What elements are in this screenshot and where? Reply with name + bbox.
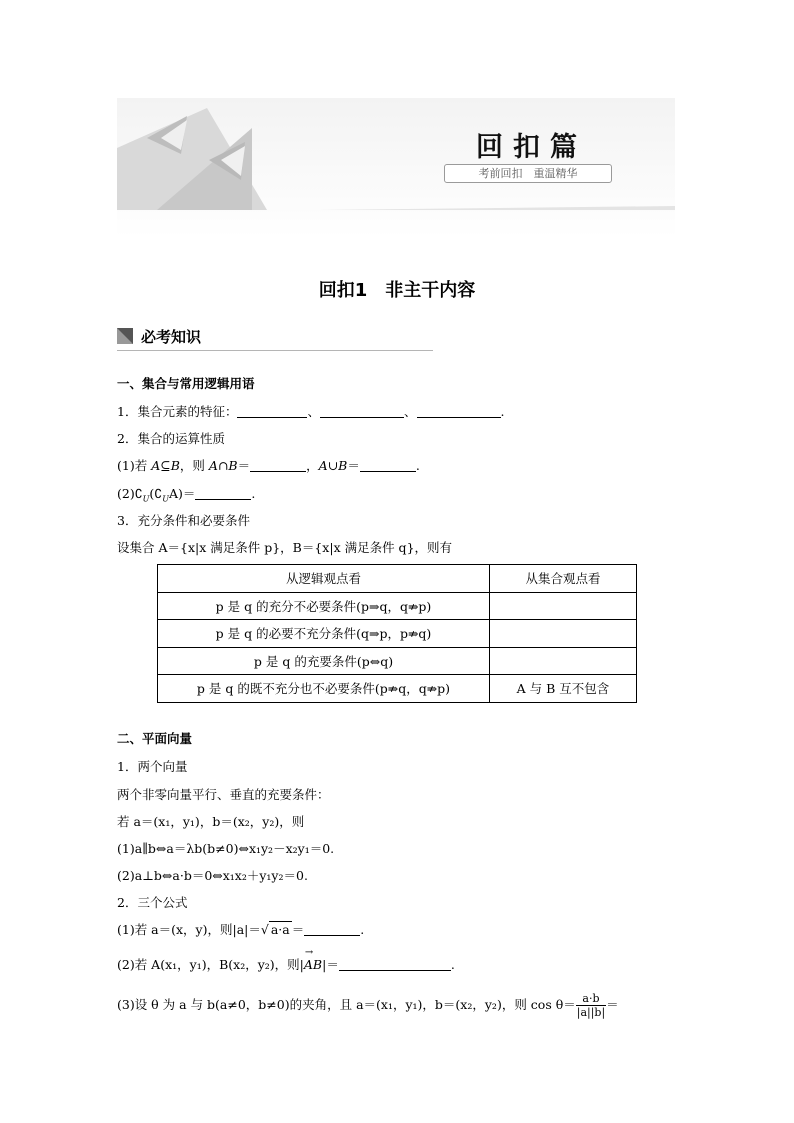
- formula-complement: $(2)∁_U(∁_UA)=$ .: [117, 486, 256, 504]
- formula-distance: (2)若 A(x₁，y₁)，B(x₂，y₂)，则| → AB|＝ .: [117, 947, 455, 972]
- blank: [195, 486, 251, 500]
- blank: [304, 922, 360, 936]
- table-cell: [490, 620, 637, 648]
- blank: [339, 957, 451, 971]
- page-title: 回扣1 非主干内容: [318, 280, 476, 301]
- blank: [250, 458, 306, 472]
- item-set-operations: 2．集合的运算性质: [117, 431, 225, 446]
- vector-condition-desc: 两个非零向量平行、垂直的充要条件：: [117, 787, 330, 802]
- vector-given: 若 a＝(x₁，y₁)，b＝(x₂，y₂)，则: [117, 814, 305, 829]
- table-cell: [490, 647, 637, 675]
- table-header: 从集合观点看: [490, 565, 637, 593]
- formula-subset: (1)若 A⊆B，则 A∩B＝ ，A∪B＝ .: [117, 458, 420, 473]
- blank: [320, 404, 404, 418]
- banner-subtitle: 考前回扣 重温精华: [444, 164, 612, 183]
- table-cell: p 是 q 的必要不充分条件(q⇒p，p⇏q): [158, 620, 490, 648]
- table-row: [158, 620, 637, 648]
- section-header: [117, 326, 433, 351]
- formula-magnitude: (1)若 a＝(x，y)，则|a|＝√ a·a ＝ .: [117, 922, 365, 937]
- table-row: [158, 592, 637, 620]
- table-header: 从逻辑观点看: [158, 565, 490, 593]
- fraction: $\frac{a\cdot b}{|a||b|}$: [576, 992, 606, 1019]
- formula-parallel: (1)a∥b⇔a＝λb(b≠0)⇔x₁y₂－x₂y₁＝0.: [117, 841, 335, 856]
- formula-perpendicular: (2)a⊥b⇔a·b＝0⇔x₁x₂＋y₁y₂＝0.: [117, 868, 308, 883]
- table-cell: p 是 q 的既不充分也不必要条件(p⇏q，q⇏p): [158, 675, 490, 703]
- blank: [360, 458, 416, 472]
- section-marker-icon: [117, 328, 133, 344]
- set-definition: 设集合 A＝{x|x 满足条件 p}，B＝{x|x 满足条件 q}，则有: [117, 540, 453, 555]
- condition-table: [157, 564, 637, 703]
- item-three-formulas: 2．三个公式: [117, 895, 188, 910]
- formula-angle: (3)设 θ 为 a 与 b(a≠0，b≠0)的夹角，且 a＝(x₁，y₁)，b＝(x₂，y₂)，则 cos θ＝ $\frac{a\cdot b}{|a||b|}$ ＝: [117, 992, 619, 1019]
- item-conditions: 3．充分条件和必要条件: [117, 513, 250, 528]
- item-two-vectors: 1．两个向量: [117, 759, 188, 774]
- part1-heading: 一、集合与常用逻辑用语: [117, 376, 255, 391]
- table-row: [158, 647, 637, 675]
- blank: [417, 404, 501, 418]
- table-cell: p 是 q 的充分不必要条件(p⇒q，q⇏p): [158, 592, 490, 620]
- table-cell: p 是 q 的充要条件(p⇔q): [158, 647, 490, 675]
- table-cell: A 与 B 互不包含: [490, 675, 637, 703]
- table-header-row: [158, 565, 637, 593]
- section-header-label: 必考知识: [141, 328, 202, 346]
- table-cell: [490, 592, 637, 620]
- blank: [237, 404, 307, 418]
- table-row: [158, 675, 637, 703]
- part2-heading: 二、平面向量: [117, 731, 193, 746]
- banner-title: 回扣篇: [476, 132, 587, 163]
- item-set-features: 1．集合元素的特征： 、 、 .: [117, 404, 505, 419]
